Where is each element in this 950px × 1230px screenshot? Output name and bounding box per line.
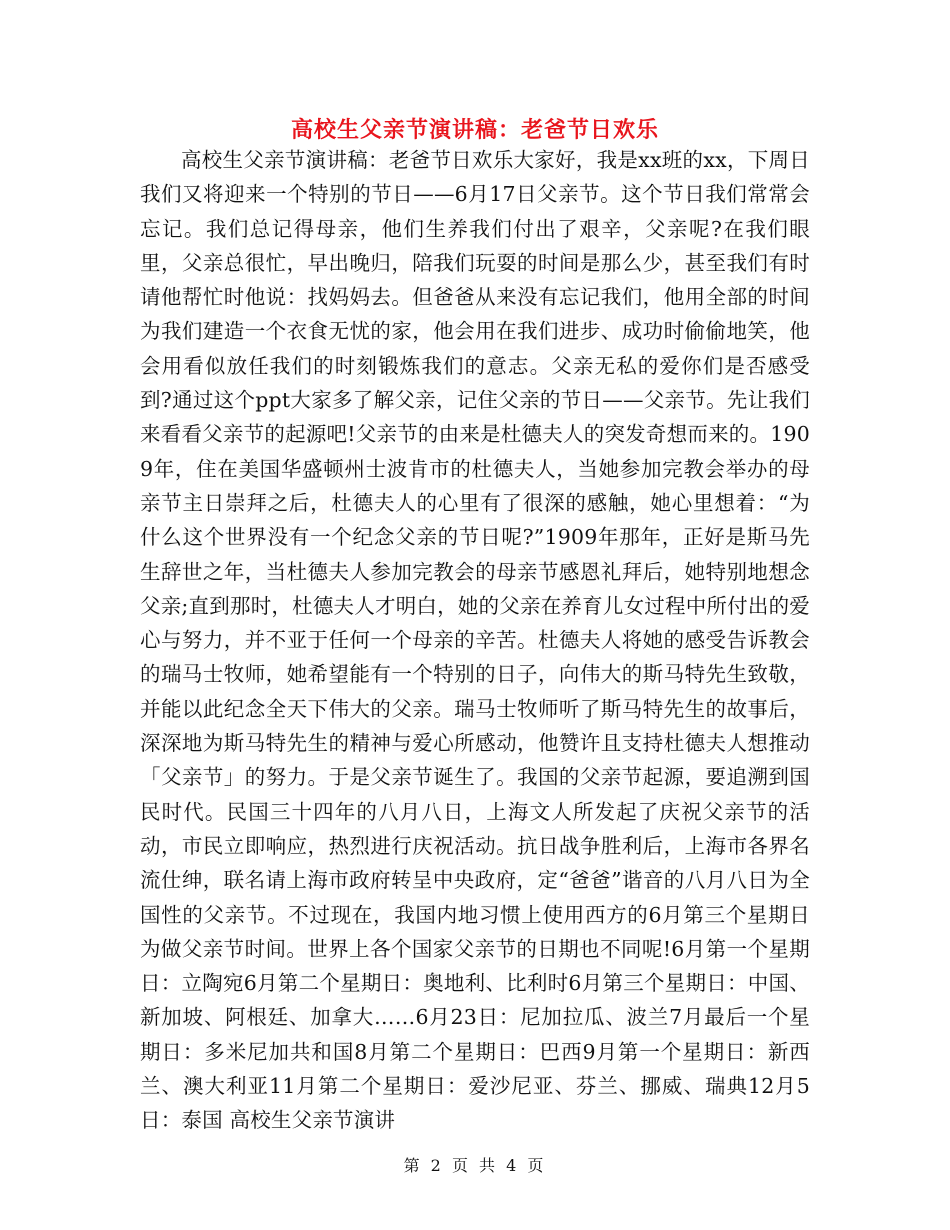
document-body-paragraph: 高校生父亲节演讲稿：老爸节日欢乐大家好，我是xx班的xx，下周日我们又将迎来一个特别的节日——6月17日父亲节。这个节日我们常常会忘记。我们总记得母亲，他们生养我们付出了艰辛，父亲呢?在我们眼里，父亲总很忙，早出晚归，陪我们玩耍的时间是那么少，甚至我们有时请他帮忙时他说：找妈妈去。但爸爸从来没有忘记我们，他用全部的时间为我们建造一个衣食无忧的家，他会用在我们进步、成功时偷偷地笑，他会用看似放任我们的时刻锻炼我们的意志。父亲无私的爱你们是否感受到?通过这个ppt大家多了解父亲，记住父亲的节日——父亲节。先让我们来看看父亲节的起源吧!父亲节的由来是杜德夫人的突发奇想而来的。1909年，住在美国华盛顿州士波肯市的杜德夫人，当她参加完教会举办的母亲节主日崇拜之后，杜德夫人的心里有了很深的感触，她心里想着：“为什么这个世界没有一个纪念父亲的节日呢?”1909年那年，正好是斯马先生辞世之年，当杜德夫人参加完教会的母亲节感恩礼拜后，她特别地想念父亲;直到那时，杜德夫人才明白，她的父亲在养育儿女过程中所付出的爱心与努力，并不亚于任何一个母亲的辛苦。杜德夫人将她的感受告诉教会的瑞马士牧师，她希望能有一个特别的日子，向伟大的斯马特先生致敬，并能以此纪念全天下伟大的父亲。瑞马士牧师听了斯马特先生的故事后，深深地为斯马特先生的精神与爱心所感动，他赞许且支持杜德夫人想推动「父亲节」的努力。于是父亲节诞生了。我国的父亲节起源，要追溯到国民时代。民国三十四年的八月八日，上海文人所发起了庆祝父亲节的活动，市民立即响应，热烈进行庆祝活动。抗日战争胜利后，上海市各界名流仕绅，联名请上海市政府转呈中央政府，定“爸爸”谐音的八月八日为全国性的父亲节。不过现在，我国内地习惯上使用西方的6月第三个星期日为做父亲节时间。世界上各个国家父亲节的日期也不同呢!6月第一个星期日：立陶宛6月第二个星期日：奥地利、比利时6月第三个星期日：中国、新加坡、阿根廷、加拿大……6月23日：尼加拉瓜、波兰7月最后一个星期日：多米尼加共和国8月第二个星期日：巴西9月第一个星期日：新西兰、澳大利亚11月第二个星期日：爱沙尼亚、芬兰、挪威、瑞典12月5日：泰国 高校生父亲节演讲 xyxy=(140,148,810,1133)
page-number-footer: 第 2 页 共 4 页 xyxy=(403,1156,547,1175)
document-title: 高校生父亲节演讲稿：老爸节日欢乐 xyxy=(290,117,659,143)
